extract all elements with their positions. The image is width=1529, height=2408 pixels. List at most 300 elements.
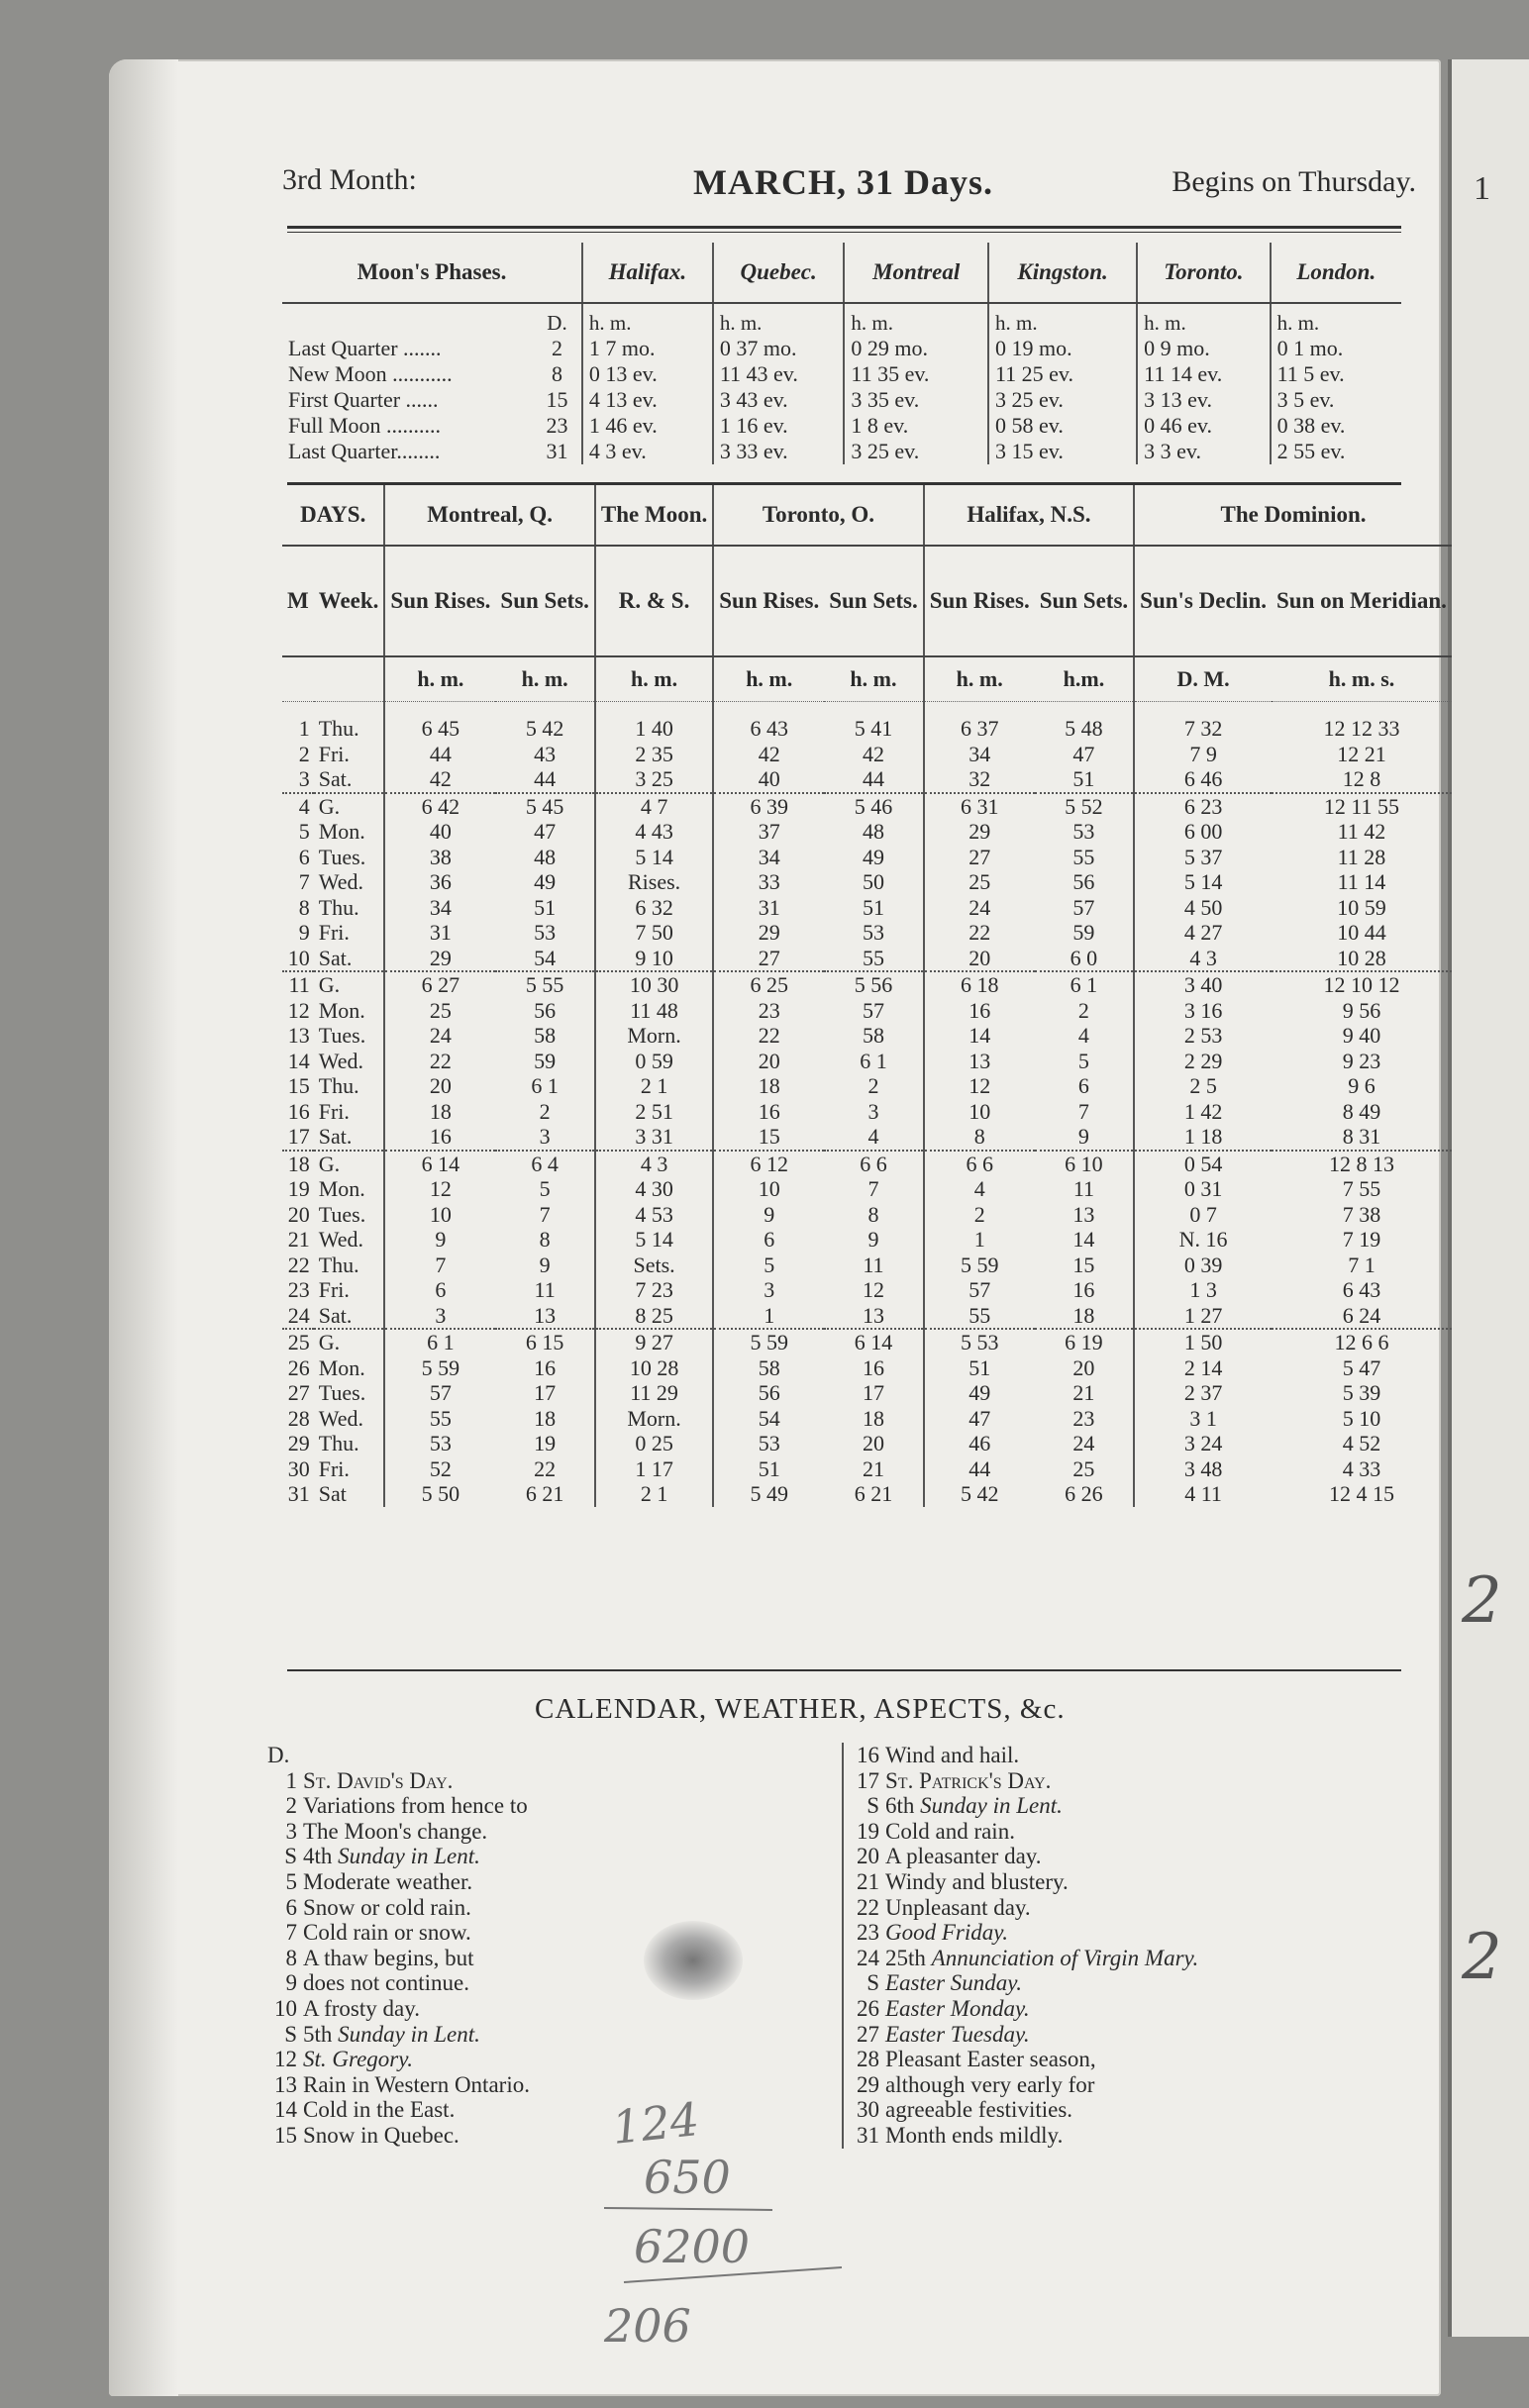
day-cell: 8 31 (1342, 1124, 1381, 1149)
day-cell: 6 00 (1134, 819, 1272, 845)
day-cell: 20 (1072, 1354, 1095, 1380)
day-cell: 3 (298, 766, 310, 791)
day-cell: 10 44 (1337, 920, 1386, 945)
day-cell: 56 (713, 1380, 824, 1406)
day-cell: 5 (1077, 1048, 1089, 1073)
day-cell: 47 (1072, 741, 1095, 766)
calendar-entry (267, 2072, 530, 2098)
day-cell: 11 28 (1337, 844, 1386, 869)
day-cell: 9 (384, 1227, 495, 1253)
day-cell: 25 (1072, 1455, 1095, 1481)
day-cell: 31 (287, 1481, 310, 1506)
column-header: Sun Rises. (924, 546, 1035, 656)
calendar-day: 20 (857, 1844, 879, 1869)
phase-time: 0 58 ev. (988, 413, 1137, 439)
unit-label: h. m. (495, 656, 594, 702)
day-cell: 59 (534, 1048, 557, 1073)
phase-time: 0 19 mo. (988, 336, 1137, 361)
day-cell: 4 (924, 1176, 1035, 1202)
day-row (282, 1073, 1452, 1099)
day-cell: 1 17 (595, 1456, 713, 1482)
day-cell: 16 (287, 1098, 310, 1124)
calendar-entry (850, 1819, 1198, 1845)
section-rule (287, 1669, 1401, 1671)
day-cell: 3 48 (1134, 1456, 1272, 1482)
day-cell: 51 (713, 1456, 824, 1482)
day-cell: 6 21 (525, 1481, 564, 1506)
calendar-day: 3 (285, 1818, 297, 1844)
day-cell: Fri. (318, 1098, 350, 1124)
calendar-day: 23 (857, 1920, 879, 1946)
day-cell: Morn. (595, 1023, 713, 1049)
calendar-day: 27 (857, 2021, 879, 2047)
day-cell: 6 39 (713, 793, 824, 820)
day-cell: 11 29 (595, 1380, 713, 1406)
day-cell: 42 (713, 742, 824, 767)
day-cell: 25 (924, 869, 1035, 895)
day-cell: Tues. (318, 1201, 366, 1227)
day-cell: 4 11 (1134, 1481, 1272, 1507)
day-cell: 6 24 (1342, 1302, 1381, 1328)
day-cell: 17 (287, 1124, 310, 1149)
day-cell: 4 53 (595, 1202, 713, 1228)
day-cell: 25 (282, 1329, 314, 1355)
day-cell: 18 (862, 1405, 884, 1431)
day-cell: 34 (924, 742, 1035, 767)
day-cell: 3 31 (595, 1124, 713, 1151)
day-cell: 20 (924, 946, 1035, 972)
day-cell: 2 37 (1134, 1380, 1272, 1406)
facing-page-fragment: 1 (1474, 170, 1490, 207)
unit-label: h. m. (824, 656, 923, 702)
day-cell: 6 6 (824, 1151, 923, 1177)
calendar-title: CALENDAR, WEATHER, ASPECTS, &c. (535, 1693, 1066, 1725)
day-cell: 21 (862, 1455, 884, 1481)
day-cell: 13 (924, 1049, 1035, 1074)
calendar-text: agreeable festivities. (885, 2097, 1073, 2123)
calendar-text: Windy and blustery. (885, 1868, 1069, 1894)
day-cell: 23 (1072, 1405, 1095, 1431)
day-cell: Thu. (318, 1073, 359, 1098)
unit-label: h.m. (1035, 656, 1134, 702)
day-row (282, 1481, 1452, 1507)
day-cell: 6 1 (860, 1048, 887, 1073)
day-cell: 55 (924, 1303, 1035, 1330)
day-cell: 5 45 (495, 793, 594, 820)
day-cell: 6 43 (713, 702, 824, 742)
calendar-text: Easter Monday. (885, 1995, 1030, 2021)
page-header (173, 94, 1416, 202)
day-cell: 7 50 (595, 920, 713, 946)
day-cell: 2 (1077, 997, 1089, 1023)
calendar-entry (267, 2123, 530, 2149)
phase-time: 11 5 ev. (1271, 361, 1401, 387)
day-cell: 56 (534, 997, 557, 1023)
phase-name-blank (282, 303, 533, 336)
day-row (282, 702, 1452, 742)
day-cell: 57 (862, 997, 884, 1023)
day-cell: 7 (1077, 1098, 1089, 1124)
facing-page-handwriting: 2 (1462, 1921, 1502, 1994)
phase-day: 15 (546, 387, 568, 412)
day-cell: 55 (862, 945, 884, 970)
calendar-text: A pleasanter day. (885, 1844, 1042, 1869)
day-cell: Morn. (595, 1406, 713, 1432)
day-row (282, 1253, 1452, 1278)
day-cell: 48 (862, 819, 884, 844)
day-cell: 24 (924, 895, 1035, 921)
calendar-text: Moderate weather. (303, 1868, 473, 1894)
phase-time: 1 46 ev. (582, 413, 713, 439)
day-cell: 12 4 15 (1328, 1481, 1394, 1506)
day-cell: Sat (318, 1481, 347, 1506)
day-cell: G. (314, 1329, 385, 1355)
pencil-number: 206 (604, 2299, 691, 2353)
phase-time: 3 25 ev. (844, 439, 988, 464)
phase-time: 1 7 mo. (582, 336, 713, 361)
calendar-entry (850, 1844, 1198, 1869)
day-cell: 6 15 (495, 1329, 594, 1355)
day-cell: 2 1 (595, 1481, 713, 1507)
calendar-text: Month ends mildly. (885, 2122, 1064, 2148)
day-cell: 15 (713, 1124, 824, 1151)
day-cell: 46 (924, 1431, 1035, 1456)
calendar-text: 5th (303, 2021, 333, 2047)
day-cell: 7 (867, 1176, 879, 1201)
day-col-header: D. (547, 311, 567, 335)
day-cell: 38 (384, 845, 495, 870)
phase-time: 11 25 ev. (988, 361, 1137, 387)
day-cell: 6 12 (713, 1151, 824, 1177)
phase-name: Last Quarter ....... (288, 336, 442, 360)
begins-on: Begins on Thursday. (1172, 165, 1416, 198)
day-cell: 7 1 (1348, 1252, 1376, 1277)
day-cell: 9 (298, 920, 310, 945)
unit-label: h. m. s. (1272, 656, 1452, 702)
day-cell: 4 50 (1134, 895, 1272, 921)
day-cell: 57 (1072, 894, 1095, 920)
day-row (282, 1406, 1452, 1432)
day-cell: Mon. (318, 997, 365, 1023)
day-cell: 54 (713, 1406, 824, 1432)
day-cell: 5 41 (854, 716, 893, 741)
day-cell: 1 42 (1134, 1099, 1272, 1125)
calendar-day: S (866, 1793, 879, 1819)
calendar-day: 21 (857, 1868, 879, 1894)
calendar-entry (267, 1946, 530, 1971)
day-cell: 12 11 55 (1272, 793, 1452, 820)
day-cell: 11 (1072, 1176, 1095, 1201)
day-cell: 57 (384, 1380, 495, 1406)
day-row (282, 998, 1452, 1024)
day-cell: 13 (287, 1023, 310, 1048)
calendar-day: 6 (285, 1894, 297, 1920)
day-cell: 6 14 (824, 1329, 923, 1355)
city-header: Montreal (844, 243, 988, 303)
day-cell: 5 56 (824, 971, 923, 998)
day-cell: 12 12 33 (1323, 716, 1400, 741)
unit-label: h. m. (582, 303, 713, 336)
days-group-header: DAYS. (282, 485, 384, 546)
day-cell: 7 (539, 1201, 551, 1227)
day-cell: 0 39 (1134, 1253, 1272, 1278)
day-cell: 7 (298, 869, 310, 894)
day-cell: 4 33 (1342, 1455, 1381, 1481)
day-row (282, 1329, 1452, 1355)
day-cell: 9 6 (1348, 1073, 1376, 1098)
day-cell: 12 (924, 1073, 1035, 1099)
calendar-day: 14 (274, 2097, 297, 2123)
day-cell: 11 42 (1337, 819, 1386, 844)
day-cell: 6 25 (713, 971, 824, 998)
day-cell: 10 28 (595, 1355, 713, 1381)
day-cell: 10 (713, 1176, 824, 1202)
day-cell: 8 (539, 1227, 551, 1252)
calendar-text: A thaw begins, but (303, 1945, 474, 1970)
day-cell: 12 6 6 (1272, 1329, 1452, 1355)
day-cell: 6 0 (1070, 945, 1098, 970)
unit-label: h. m. (924, 656, 1035, 702)
day-cell: 44 (924, 1456, 1035, 1482)
day-row (282, 869, 1452, 895)
facing-page-edge (1448, 59, 1529, 2337)
calendar-entry (850, 1743, 1198, 1768)
day-cell: 51 (1072, 766, 1095, 791)
day-cell: 54 (534, 945, 557, 970)
day-cell: 44 (534, 766, 557, 791)
day-cell: 18 (282, 1151, 314, 1177)
day-cell: 21 (1072, 1380, 1095, 1405)
day-cell: 27 (713, 946, 824, 972)
day-cell: 3 1 (1134, 1406, 1272, 1432)
calendar-day: 9 (285, 1970, 297, 1996)
calendar-text: Unpleasant day. (885, 1894, 1031, 1920)
day-cell: 11 (534, 1277, 556, 1302)
phase-time: 1 8 ev. (844, 413, 988, 439)
day-cell: 6 14 (384, 1151, 495, 1177)
day-cell: 5 47 (1342, 1354, 1381, 1380)
calendar-text-italic: Sunday in Lent. (338, 1844, 480, 1869)
day-cell: 22 (924, 920, 1035, 946)
day-cell: N. 16 (1134, 1227, 1272, 1253)
day-row (282, 1124, 1452, 1151)
column-header: Sun Sets. (1035, 546, 1134, 656)
day-cell: 8 25 (595, 1303, 713, 1330)
day-cell: 49 (924, 1380, 1035, 1406)
day-cell: 5 14 (595, 845, 713, 870)
day-cell: Mon. (318, 1354, 365, 1380)
day-cell: 11 (282, 971, 314, 998)
day-cell: 14 (1072, 1227, 1095, 1252)
day-cell: 22 (384, 1049, 495, 1074)
day-cell: 7 32 (1134, 702, 1272, 742)
calendar-day: 8 (285, 1945, 297, 1970)
phase-time: 0 37 mo. (713, 336, 845, 361)
phase-time: 3 33 ev. (713, 439, 845, 464)
day-cell: 4 52 (1342, 1431, 1381, 1455)
calendar-day: 5 (285, 1868, 297, 1894)
day-cell: 3 16 (1134, 998, 1272, 1024)
day-cell: 3 (539, 1124, 551, 1149)
day-cell: 10 (287, 945, 310, 970)
phase-row (282, 336, 1401, 361)
day-row (282, 1049, 1452, 1074)
phase-time: 0 13 ev. (582, 361, 713, 387)
day-cell: 32 (924, 766, 1035, 793)
phase-time: 3 15 ev. (988, 439, 1137, 464)
day-cell: 7 (384, 1253, 495, 1278)
day-cell: 31 (713, 895, 824, 921)
day-row (282, 1202, 1452, 1228)
unit-label: h. m. (1137, 303, 1270, 336)
header-rule (287, 232, 1401, 233)
day-cell: 5 10 (1342, 1405, 1381, 1431)
day-cell: 58 (713, 1355, 824, 1381)
day-cell: 13 (1072, 1201, 1095, 1227)
calendar-day: 29 (857, 2071, 879, 2097)
calendar-entry (850, 1996, 1198, 2022)
calendar-day: 26 (857, 1995, 879, 2021)
day-cell: G. (314, 971, 385, 998)
pencil-number: 124 (609, 2092, 702, 2155)
pencil-line (604, 2208, 772, 2210)
day-cell: 2 1 (595, 1073, 713, 1099)
calendar-entry (850, 2022, 1198, 2048)
header-rule (287, 226, 1401, 229)
calendar-entry (267, 1920, 530, 1946)
day-row (282, 1456, 1452, 1482)
day-row (282, 946, 1452, 972)
day-cell: Thu. (318, 716, 359, 741)
day-cell: 25 (384, 998, 495, 1024)
day-cell: 2 (867, 1073, 879, 1098)
day-row (282, 742, 1452, 767)
calendar-entry (267, 1844, 530, 1869)
day-cell: 20 (862, 1431, 884, 1455)
day-cell: 31 (384, 920, 495, 946)
calendar-text: Wind and hail. (885, 1743, 1020, 1767)
phase-time: 3 13 ev. (1137, 387, 1270, 413)
day-cell: 18 (384, 1099, 495, 1125)
calendar-text: although very early for (885, 2071, 1095, 2097)
day-cell: 26 (287, 1354, 310, 1380)
day-cell: 6 31 (924, 793, 1035, 820)
day-cell: 16 (924, 998, 1035, 1024)
day-cell: 49 (534, 869, 557, 894)
day-cell: 16 (713, 1099, 824, 1125)
day-row (282, 819, 1452, 845)
calendar-day: 2 (285, 1793, 297, 1819)
day-cell: 6 23 (1134, 793, 1272, 820)
unit-label (314, 656, 385, 702)
day-cell: 27 (924, 845, 1035, 870)
day-cell: 34 (713, 845, 824, 870)
day-cell: 5 (539, 1176, 551, 1201)
calendar-text: Snow or cold rain. (303, 1894, 471, 1920)
calendar-text: Easter Sunday. (885, 1970, 1022, 1996)
phase-time: 11 43 ev. (713, 361, 845, 387)
day-cell: 6 1 (384, 1329, 495, 1355)
facing-page-handwriting: 2 (1462, 1564, 1502, 1638)
calendar-text: St. David's Day. (303, 1767, 454, 1793)
day-cell: 12 8 13 (1272, 1151, 1452, 1177)
day-cell: 53 (384, 1431, 495, 1456)
day-cell: 10 30 (595, 971, 713, 998)
calendar-text: Pleasant Easter season, (885, 2047, 1096, 2072)
phase-day: 2 (551, 336, 562, 360)
day-cell: 11 48 (595, 998, 713, 1024)
day-cell: 8 (924, 1124, 1035, 1151)
city-header: Halifax. (582, 243, 713, 303)
phase-row (282, 361, 1401, 387)
calendar-text: Cold rain or snow. (303, 1920, 471, 1946)
day-row (282, 1099, 1452, 1125)
day-cell: 8 (867, 1201, 879, 1227)
halifax-group-header: Halifax, N.S. (924, 485, 1134, 546)
day-cell: 57 (924, 1277, 1035, 1303)
day-cell: 5 52 (1035, 793, 1134, 820)
unit-label: h. m. (384, 656, 495, 702)
day-cell: Fri. (318, 741, 350, 766)
phase-time: 2 55 ev. (1271, 439, 1401, 464)
day-cell: 20 (713, 1049, 824, 1074)
day-cell: 42 (862, 741, 884, 766)
day-cell: Tues. (318, 1023, 366, 1048)
day-cell: 12 (384, 1176, 495, 1202)
calendar-text: 4th (303, 1844, 333, 1869)
day-cell: 6 32 (595, 895, 713, 921)
day-cell: 16 (534, 1354, 557, 1380)
calendar-day: S (284, 1844, 297, 1869)
day-cell: 5 53 (924, 1329, 1035, 1355)
day-cell: 6 26 (1065, 1481, 1103, 1506)
day-cell: 58 (534, 1023, 557, 1048)
calendar-day: 22 (857, 1894, 879, 1920)
day-cell: 5 59 (713, 1329, 824, 1355)
day-cell: 11 14 (1337, 869, 1386, 894)
moon-group-header: The Moon. (595, 485, 713, 546)
calendar-entry (267, 2047, 530, 2072)
day-cell: 0 7 (1134, 1202, 1272, 1228)
day-cell: 3 40 (1134, 971, 1272, 998)
day-cell: 5 42 (525, 716, 564, 741)
calendar-text: 6th (885, 1793, 915, 1819)
day-cell: 6 18 (924, 971, 1035, 998)
day-cell: 44 (384, 742, 495, 767)
day-cell: 9 27 (595, 1329, 713, 1355)
day-cell: 10 (924, 1099, 1035, 1125)
day-cell: 5 46 (824, 793, 923, 820)
day-cell: Wed. (318, 869, 363, 894)
day-cell: 29 (713, 920, 824, 946)
day-cell: Mon. (318, 1176, 365, 1201)
day-row (282, 1151, 1452, 1177)
day-cell: 4 3 (595, 1151, 713, 1177)
day-cell: 53 (1072, 819, 1095, 844)
day-cell: 6 27 (384, 971, 495, 998)
day-cell: Sat. (318, 945, 353, 970)
calendar-entry (850, 2123, 1198, 2149)
day-cell: 1 27 (1134, 1303, 1272, 1330)
day-cell: 1 (924, 1227, 1035, 1253)
calendar-text: Good Friday. (885, 1920, 1008, 1946)
day-cell: 17 (534, 1380, 557, 1405)
day-cell: 22 (287, 1252, 310, 1277)
calendar-day: 15 (274, 2122, 297, 2148)
day-cell: 9 (539, 1252, 551, 1277)
unit-label: h. m. (988, 303, 1137, 336)
day-cell: 16 (384, 1124, 495, 1151)
